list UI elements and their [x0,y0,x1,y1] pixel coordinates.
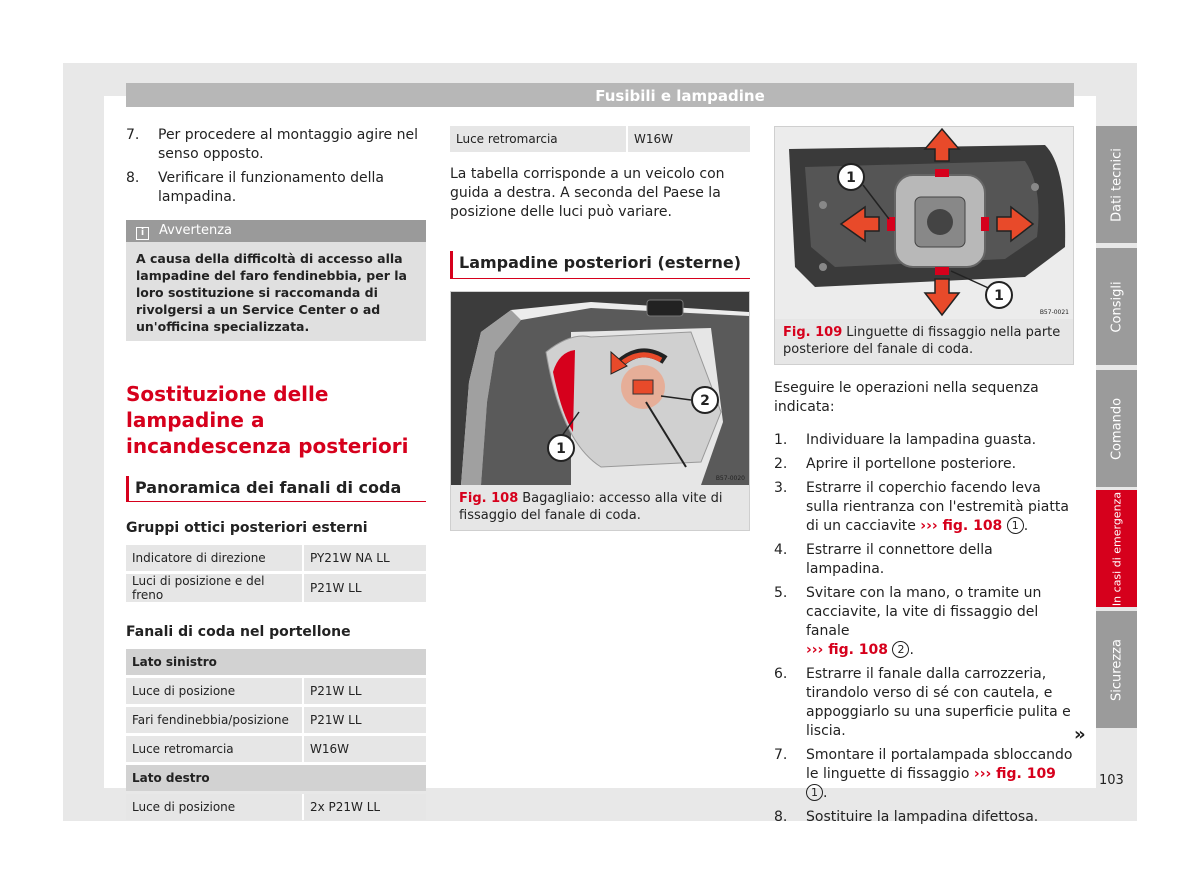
list-item: 3. Estrarre il coperchio facendo leva sulla rientranza con l'estremità piatta di un cacciavite ››› fig. 108 1 . [774,480,1069,534]
column-middle [450,126,750,531]
subsection-title: Panoramica dei fanali di coda [126,476,426,502]
page-header-title: Fusibili e lampadine [595,87,765,105]
figure-caption: Fig. 108 Bagagliaio: accesso alla vite di fissaggio del fanale di coda. [451,485,749,530]
list-item: 7. Smontare il portalampada sbloccando le linguette di fissaggio ››› fig. 109 1 . [774,747,1073,801]
table-row: Fari fendinebbia/posizione P21W LL [126,707,426,733]
marker-1: 1 [994,288,1004,304]
warning-header [126,220,426,242]
figure-code: B57-0020 [715,475,745,482]
table-subheader: Lato destro [126,765,426,791]
procedure-steps [774,431,1074,827]
table-note: La tabella corrisponde a un veicolo con guida a destra. A seconda del Paese la posizione delle luci può variare. [450,166,725,220]
table-row: Luce retromarcia W16W [126,736,426,762]
figure-code: B57-0021 [1039,309,1069,316]
figure-link[interactable]: ››› fig. 108 [806,642,889,658]
table-title-exterior: Gruppi ottici posteriori esterni [126,520,368,536]
marker-1: 1 [846,170,856,186]
marker-1: 1 [556,441,566,457]
table-row: Indicatore di direzione PY21W NA LL [126,545,426,571]
table-row: Luce di posizione 2x P21W LL [126,794,426,820]
tab-sicurezza[interactable]: Sicurezza [1096,611,1137,728]
column-left [126,126,426,823]
tail-light-illustration [775,127,1073,319]
figure-caption: Fig. 109 Linguette di fissaggio nella parte posteriore del fanale di coda. [775,319,1073,364]
bulb-table-exterior [126,542,426,605]
subsection-title-rear: Lampadine posteriori (esterne) [450,251,750,279]
trunk-illustration [451,292,749,485]
table-row: Luci di posizione e del freno P21W LL [126,574,426,602]
list-item: 5. Svitare con la mano, o tramite un cacciavite, la vite di fissaggio del fanale ››› fig. 108 2 . [774,585,1042,658]
tab-comando[interactable]: Comando [1096,370,1137,487]
list-item: 7. Per procedere al montaggio agire nel senso opposto. [126,127,418,162]
bulb-table-tailgate [126,646,426,823]
marker-ref: 1 [1007,517,1024,534]
list-item: 2. Aprire il portellone posteriore. [774,456,1017,472]
step-list-top [126,126,426,207]
bulb-table-continued [450,123,750,155]
marker-ref: 1 [806,784,823,801]
figure-108 [450,291,750,531]
marker-2: 2 [700,393,710,409]
marker-ref: 2 [892,641,909,658]
list-item: 8. Sostituire la lampadina difettosa. [774,809,1039,825]
figure-link[interactable]: ››› fig. 108 [920,518,1003,534]
list-item: 8. Verificare il funzionamento della lampadina. [126,170,385,205]
table-row: Luce di posizione P21W LL [126,678,426,704]
continue-mark: » [1074,724,1086,745]
warning-text: A causa della difficoltà di accesso alla lampadine del faro fendinebbia, per la loro sostituzione si raccomanda di rivolgersi a un Service Center o ad un'officina specializzata. [136,251,407,334]
table-subheader: Lato sinistro [126,649,426,675]
info-icon: i [136,227,149,240]
table-title-tailgate: Fanali di coda nel portellone [126,624,351,640]
column-right [774,126,1074,832]
list-item: 1. Individuare la lampadina guasta. [774,432,1037,448]
warning-title: Avvertenza [159,223,232,238]
figure-link[interactable]: ››› fig. 109 [973,766,1056,782]
tab-consigli[interactable]: Consigli [1096,248,1137,365]
page-header [126,83,1074,107]
page-number: 103 [1099,773,1124,788]
procedure-intro: Eseguire le operazioni nella sequenza indicata: [774,380,1039,415]
section-title: Sostituzione delle lampadine a incandescenza posteriori [126,382,409,458]
figure-109 [774,126,1074,365]
warning-box [126,220,426,341]
tab-dati-tecnici[interactable]: Dati tecnici [1096,126,1137,243]
list-item: 4. Estrarre il connettore della lampadina. [774,542,993,577]
list-item: 6. Estrarre il fanale dalla carrozzeria, tirandolo verso di sé con cautela, e appoggiarlo su una superficie pulita e liscia. [774,666,1071,739]
table-row: Luce retromarcia W16W [450,126,750,152]
tab-emergenza[interactable]: In casi di emergenza [1096,490,1137,607]
